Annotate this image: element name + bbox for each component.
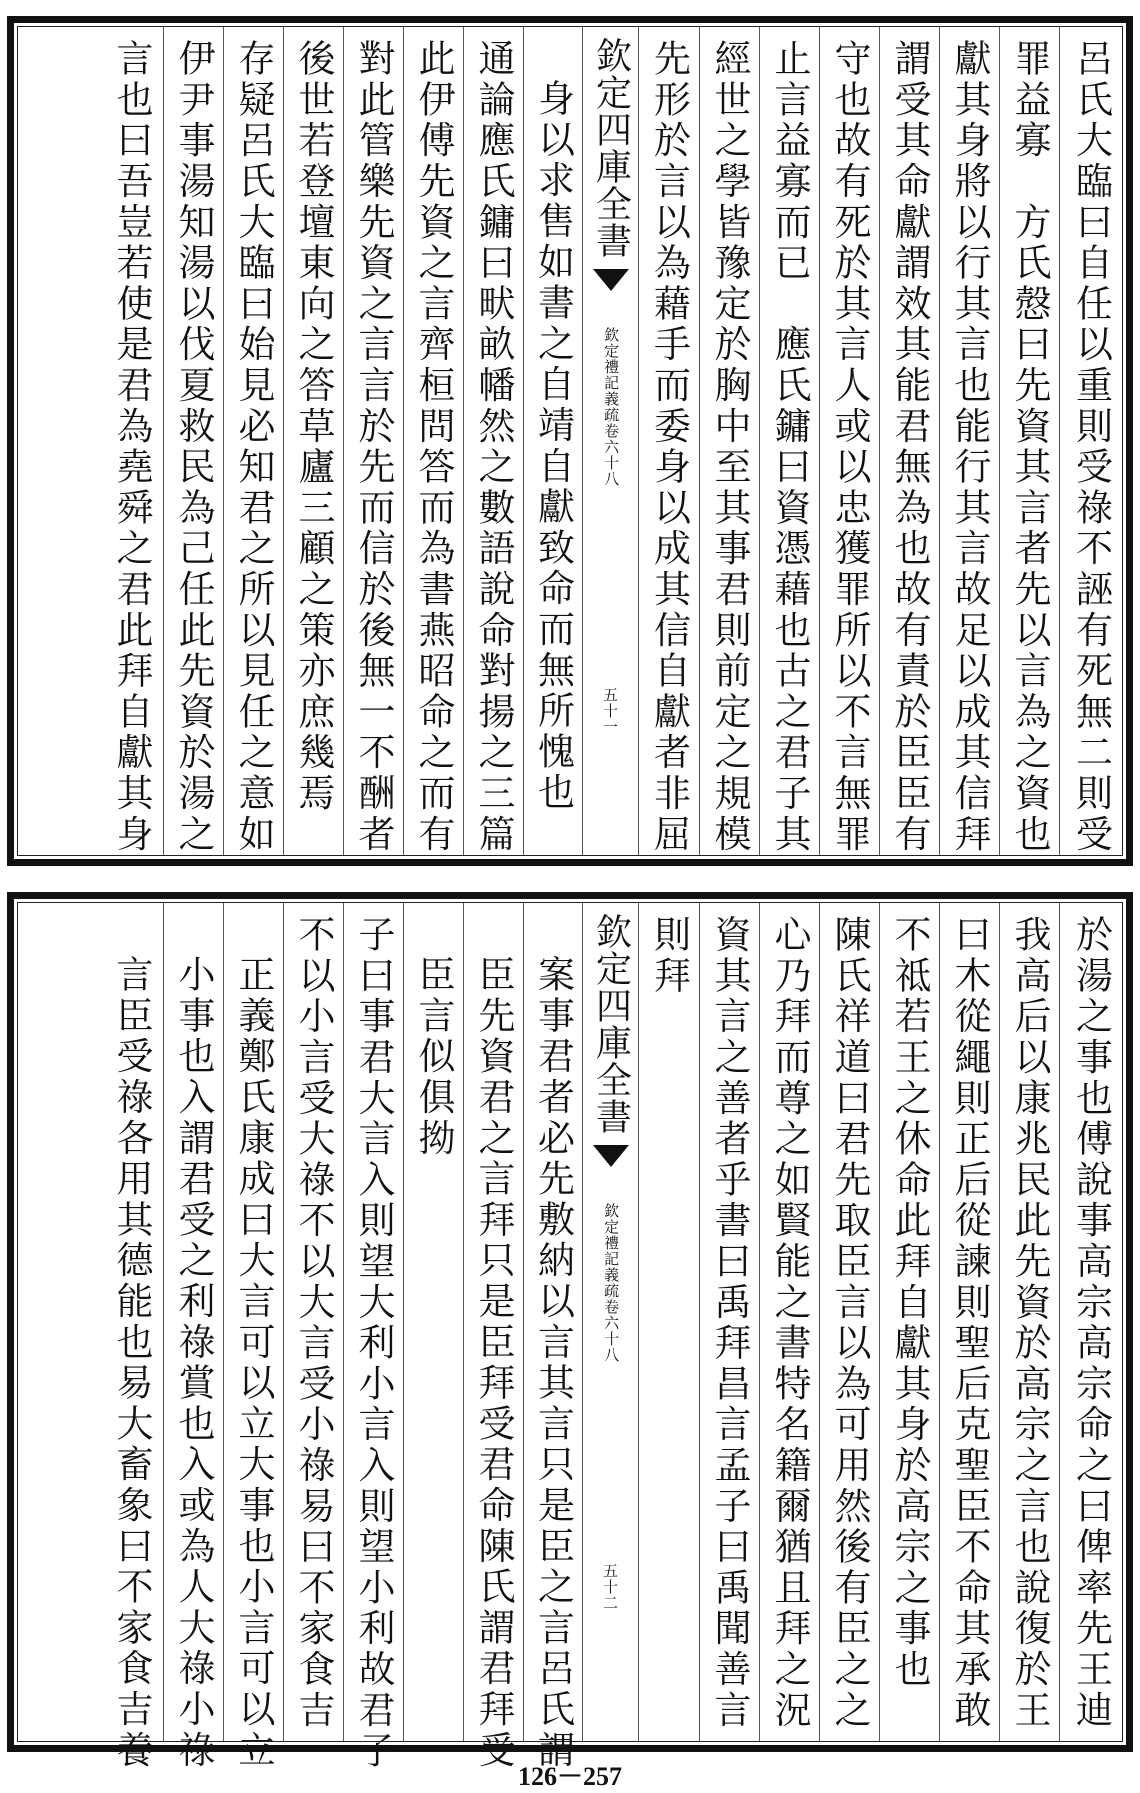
top-center-subtitle: 欽定禮記義疏卷六十八	[602, 327, 621, 487]
bottom-col-14	[223, 903, 283, 1771]
top-col-8	[638, 27, 699, 855]
bottom-col-12	[343, 903, 403, 1772]
top-col-3-text: 獻其身將以行其言也能行其言故足以成其信拜	[948, 39, 991, 855]
bottom-col-5	[819, 903, 879, 1741]
bottom-col-4-text: 不祗若王之休命此拜自獻其身於高宗之事也	[888, 915, 931, 1691]
bottom-col-6	[759, 903, 819, 1741]
bottom-col-9-text: 案事君者必先敷納以言其言只是臣之言呂氏謂	[531, 955, 575, 1771]
top-col-11-text: 此伊傅先資之言齊桓問答而為書燕昭命之而有	[412, 39, 455, 855]
top-col-14	[223, 27, 283, 855]
top-col-8-text: 先形於言以為藉手而委身以成其信自獻者非屈	[647, 39, 691, 855]
top-page-inner-frame	[17, 26, 1123, 856]
top-col-3	[939, 27, 999, 855]
bottom-col-1	[1059, 903, 1122, 1741]
bottom-col-3-text: 曰木從繩則正后從諫則聖后克聖臣不命其承敢	[948, 915, 991, 1731]
top-col-7-text: 經世之學皆豫定於胸中至其事君則前定之規模	[708, 39, 751, 855]
bottom-fish-tail-icon	[593, 1145, 629, 1167]
top-col-4	[879, 27, 939, 855]
bottom-col-8	[638, 903, 699, 1741]
top-fish-tail-icon	[593, 269, 629, 291]
bottom-col-10	[463, 903, 523, 1771]
bottom-col-14-text: 正義鄭氏康成曰大言可以立大事也小言可以立	[232, 955, 275, 1771]
top-col-6	[759, 27, 819, 855]
bottom-col-3	[939, 903, 999, 1741]
bottom-col-13	[283, 903, 343, 1741]
top-center-page-number: 五十一	[601, 687, 619, 735]
top-col-7	[699, 27, 759, 855]
top-page-panel	[7, 16, 1133, 866]
footer-page-number: 126－257	[517, 1762, 622, 1791]
top-center-margin	[582, 27, 638, 855]
top-col-5-text: 守也故有死於其言人或以忠獲罪所以不言無罪	[828, 39, 871, 855]
bottom-center-subtitle: 欽定禮記義疏卷六十八	[602, 1203, 621, 1363]
top-page-columns	[18, 27, 1122, 855]
top-col-13	[283, 27, 343, 855]
top-col-4-text: 謂受其命獻謂效其能君無為也故有責於臣臣有	[888, 39, 931, 855]
bottom-col-2	[999, 903, 1059, 1741]
bottom-page-columns	[18, 903, 1122, 1772]
bottom-col-2-text: 我高后以康兆民此先資於高宗之言也說復於王	[1008, 915, 1051, 1731]
bottom-col-6-text: 心乃拜而尊之如賢能之書特名籍爾猶且拜之況	[768, 915, 811, 1731]
top-col-10	[463, 27, 523, 855]
bottom-col-7-text: 資其言之善者乎書曰禹拜昌言孟子曰禹聞善言	[708, 915, 751, 1731]
top-col-2	[999, 27, 1059, 855]
top-col-6-text: 止言益寡而已 應氏鏞曰資憑藉也古之君子其	[768, 39, 811, 855]
bottom-page-inner-frame	[17, 902, 1123, 1772]
bottom-col-10-text: 臣先資君之言拜只是臣拜受君命陳氏謂君拜受	[472, 955, 515, 1771]
top-col-1-text: 呂氏大臨曰自任以重則受祿不誣有死無二則受	[1069, 39, 1113, 855]
bottom-center-title: 欽定四庫全書	[590, 913, 632, 1135]
top-col-13-text: 後世若登壇東向之答草廬三顧之策亦庶幾焉	[292, 39, 335, 815]
top-col-12	[343, 27, 403, 855]
top-col-2-text: 罪益寡 方氏慤曰先資其言者先以言為之資也	[1008, 39, 1051, 855]
bottom-col-1-text: 於湯之事也傅說事高宗高宗命之曰俾率先王迪	[1069, 915, 1113, 1731]
bottom-col-5-text: 陳氏祥道曰君先取臣言以為可用然後有臣之之	[828, 915, 871, 1731]
top-col-9	[523, 27, 582, 855]
top-col-12-text: 對此管樂先資之言言於先而信於後無一不酬者	[352, 39, 395, 855]
top-col-5	[819, 27, 879, 855]
bottom-page-panel	[7, 892, 1133, 1772]
top-col-16-text: 言也曰吾豈若使是君為堯舜之君此拜自獻其身	[110, 39, 153, 855]
top-col-14-text: 存疑呂氏大臨曰始見必知君之所以見任之意如	[232, 39, 275, 855]
top-col-10-text: 通論應氏鏞曰畎畝幡然之數語說命對揚之三篇	[472, 39, 515, 855]
bottom-col-11-text: 臣言似俱拗	[412, 955, 455, 1159]
bottom-center-margin	[582, 903, 638, 1741]
bottom-col-16-text: 言臣受祿各用其德能也易大畜象曰不家食吉養	[110, 955, 153, 1771]
bottom-col-13-text: 不以小言受大祿不以大言受小祿易曰不家食吉	[292, 915, 335, 1731]
top-col-11	[403, 27, 463, 855]
top-col-15-text: 伊尹事湯知湯以伐夏救民為己任此先資於湯之	[172, 39, 215, 855]
bottom-col-15-text: 小事也入謂君受之利祿賞也入或為人大祿小祿	[172, 955, 215, 1771]
top-center-title: 欽定四庫全書	[590, 37, 632, 259]
bottom-col-9	[523, 903, 582, 1771]
bottom-col-7	[699, 903, 759, 1741]
top-col-15	[163, 27, 223, 855]
bottom-col-4	[879, 903, 939, 1741]
bottom-col-16	[100, 903, 163, 1771]
bottom-col-8-text: 則拜	[647, 915, 691, 997]
top-col-9-text: 身以求售如書之自靖自獻致命而無所愧也	[531, 79, 575, 814]
bottom-col-12-text: 子曰事君大言入則望大利小言入則望小利故君子	[352, 915, 395, 1772]
bottom-col-11	[403, 903, 463, 1741]
bottom-center-page-number: 五十二	[601, 1563, 619, 1611]
top-col-1	[1059, 27, 1122, 855]
top-col-16	[100, 27, 163, 855]
bottom-col-15	[163, 903, 223, 1771]
